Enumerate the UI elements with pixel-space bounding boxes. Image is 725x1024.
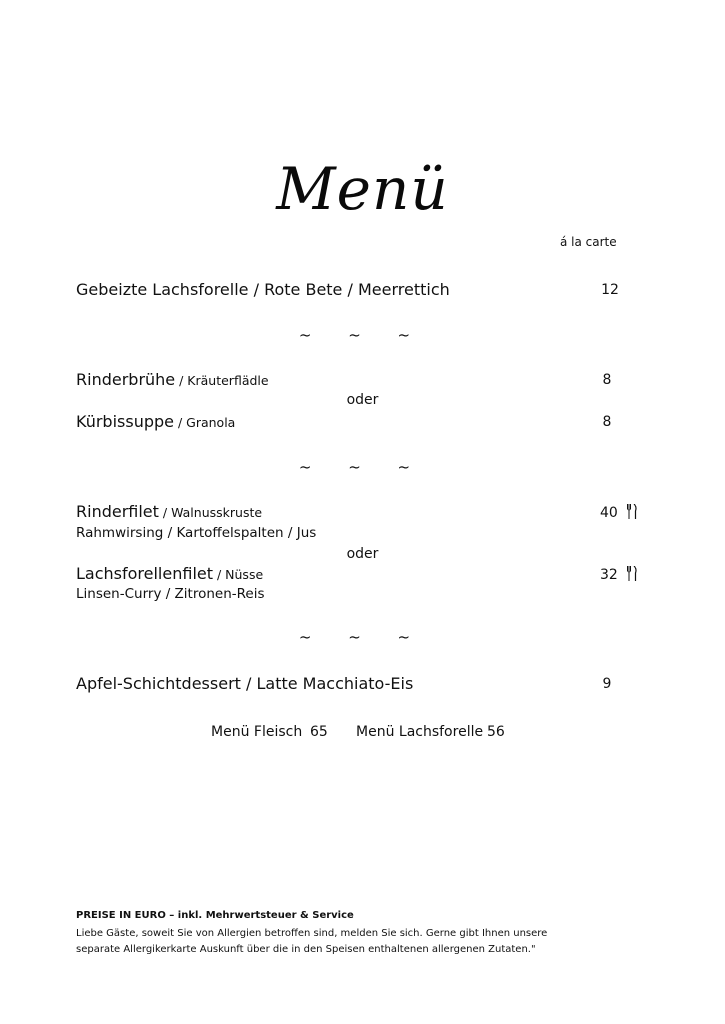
main-1-sides: Rahmwirsing / Kartoffelspalten / Jus [76, 525, 317, 541]
allergy-note-line-2: separate Allergikerkarte Auskunft über die in den Speisen enthaltenen allergenen Zutaten." [76, 944, 536, 955]
soup-2-name: Kürbissuppe [76, 412, 174, 431]
main-option-1 [76, 502, 262, 521]
price-note-heading: PREISE IN EURO – inkl. Mehrwertsteuer & Service [76, 910, 354, 921]
dessert-price: 9 [602, 676, 612, 692]
soup-1-garnish: / Kräuterflädle [175, 373, 269, 388]
set-menu-fish-label: Menü Lachsforelle [356, 724, 484, 740]
soup-1-price: 8 [602, 372, 612, 388]
main-2-sides: Linsen-Curry / Zitronen-Reis [76, 586, 265, 602]
price-column-header: á la carte [560, 235, 617, 249]
set-menu-fish-price: 56 [487, 724, 505, 740]
set-menu-meat-price: 65 [310, 724, 328, 740]
main-or-divider: oder [346, 546, 379, 562]
soup-or-divider: oder [346, 392, 379, 408]
course-separator: ~ ~ ~ [298, 628, 427, 646]
main-2-garnish: / Nüsse [213, 567, 264, 582]
main-1-price-group [600, 504, 638, 521]
menu-title: Menü [276, 155, 449, 223]
starter-price: 12 [601, 282, 619, 298]
course-separator: ~ ~ ~ [298, 458, 427, 476]
course-separator: ~ ~ ~ [298, 326, 427, 344]
main-option-2 [76, 564, 263, 583]
cutlery-icon [626, 566, 638, 581]
main-2-price: 32 [600, 567, 618, 583]
main-1-price: 40 [600, 505, 618, 521]
cutlery-icon [626, 504, 638, 519]
soup-option-2 [76, 412, 235, 431]
soup-2-garnish: / Granola [173, 415, 236, 430]
main-1-garnish: / Walnusskruste [158, 505, 263, 520]
allergy-note-line-1: Liebe Gäste, soweit Sie von Allergien betroffen sind, melden Sie sich. Gerne gibt Ihnen unsere [76, 928, 548, 939]
starter-dish: Gebeizte Lachsforelle / Rote Bete / Meerrettich [76, 280, 450, 299]
soup-option-1 [76, 370, 269, 389]
dessert-dish: Apfel-Schichtdessert / Latte Macchiato-Eis [76, 674, 414, 693]
soup-2-price: 8 [602, 414, 612, 430]
main-2-name: Lachsforellenfilet [76, 564, 213, 583]
main-1-name: Rinderfilet [76, 502, 159, 521]
main-2-price-group [600, 566, 638, 583]
set-menu-meat-label: Menü Fleisch [211, 724, 303, 740]
soup-1-name: Rinderbrühe [76, 370, 176, 389]
